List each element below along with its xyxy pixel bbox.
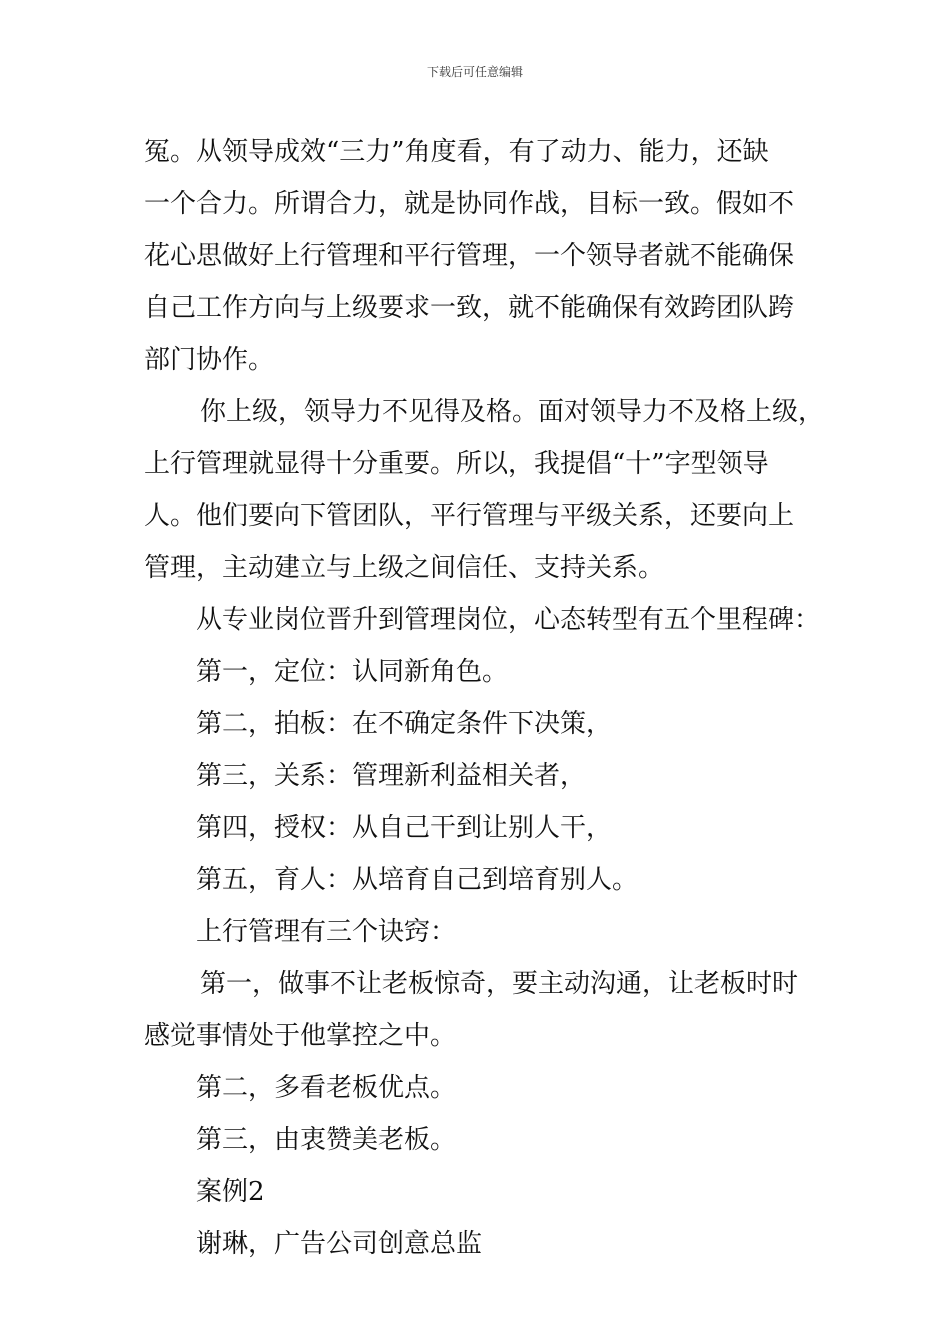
tip-item [144,1114,824,1166]
page-header-note: 下载后可任意编辑 [426,65,523,79]
text-line: 上行管理就显得十分重要。所以，我提倡“十”字型领导 [144,449,769,479]
paragraph-milestones-intro [144,594,824,646]
paragraph-tips-intro [144,906,824,958]
document-body [144,126,824,1270]
tip-item [144,1062,824,1114]
text-line: 第二，拍板：在不确定条件下决策， [196,709,613,739]
text-line: 第一，定位：认同新角色。 [196,657,509,687]
paragraph-synergy [144,126,824,386]
text-line: 人。他们要向下管团队，平行管理与平级关系，还要向上 [144,501,795,531]
text-line: 第二，多看老板优点。 [196,1073,457,1103]
milestone-item [144,698,824,750]
text-line: 上行管理有三个诀窍： [196,917,457,947]
milestone-item [144,750,824,802]
paragraph-upward-management [144,386,824,594]
text-line: 自己工作方向与上级要求一致，就不能确保有效跨团队跨 [144,293,795,323]
text-line: 管理，主动建立与上级之间信任、支持关系。 [144,553,665,583]
text-line: 你上级，领导力不见得及格。面对领导力不及格上级， [200,397,825,427]
text-line: 花心思做好上行管理和平行管理，一个领导者就不能确保 [144,241,795,271]
case-heading [144,1166,824,1218]
text-line: 第五，育人：从培育自己到培育别人。 [196,865,639,895]
tip-item [144,958,824,1062]
milestone-item [144,802,824,854]
text-line: 感觉事情处于他掌控之中。 [144,1021,457,1051]
text-line: 谢琳，广告公司创意总监 [196,1229,483,1259]
case-person [144,1218,824,1270]
text-line: 部门协作。 [144,345,275,375]
text-line: 案例2 [196,1177,265,1207]
text-line: 第三，由衷赞美老板。 [196,1125,457,1155]
text-line: 冤。从领导成效“三力”角度看，有了动力、能力，还缺 [144,137,769,167]
text-line: 第四，授权：从自己干到让别人干， [196,813,613,843]
milestone-item [144,854,824,906]
text-line: 第三，关系：管理新利益相关者， [196,761,587,791]
milestone-item [144,646,824,698]
text-line: 第一，做事不让老板惊奇，要主动沟通，让老板时时 [200,969,799,999]
text-line: 从专业岗位晋升到管理岗位，心态转型有五个里程碑： [196,605,821,635]
text-line: 一个合力。所谓合力，就是协同作战，目标一致。假如不 [144,189,795,219]
